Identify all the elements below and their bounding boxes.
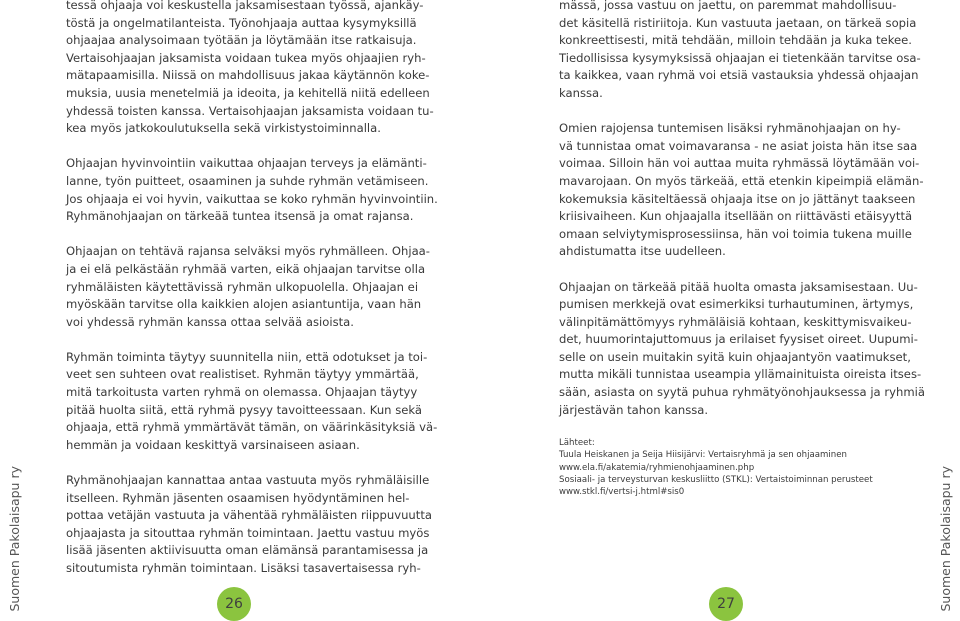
right-page	[480, 0, 960, 621]
text-line: Vertaisohjaajan jaksamista voidaan tukea myös ohjaajien ryh-	[66, 50, 426, 65]
text-line: tessä ohjaaja voi keskustella jaksamisestaan työssä, ajankäy-	[66, 0, 424, 12]
text-line: mässä, jossa vastuu on jaettu, on paremmat mahdollisuu-	[559, 0, 897, 12]
text-line: yhdessä toisten kanssa. Vertaisohjaajan jaksamista voidaan tu-	[66, 103, 434, 118]
text-line: muksia, uusia menetelmiä ja ideoita, ja kehitellä niitä edelleen	[66, 85, 430, 100]
text-line: konkreettisesti, mitä tehdään, milloin tehdään ja kuka tekee.	[559, 33, 912, 48]
page-number-badge: 26	[217, 587, 251, 621]
text-line: järjestävän tahon kanssa.	[559, 402, 709, 417]
text-line: itselleen. Ryhmän jäsenten osaamisen hyödyntäminen hel-	[66, 490, 410, 505]
paragraph	[66, 155, 438, 225]
sources-block	[559, 437, 897, 499]
text-line: voimaa. Silloin hän voi auttaa muita ryhmässä löytämään voi-	[559, 156, 920, 171]
text-line: välinpitämättömyys ryhmäläisiä kohtaan, keskittymisvaikeu-	[559, 314, 912, 329]
text-line: Ohjaajan on tärkeää pitää huolta omasta jaksamisestaan. Uu-	[559, 279, 918, 294]
source-entry: Tuula Heiskanen ja Seija Hiisijärvi: Vertaisryhmä ja sen ohjaaminen	[559, 450, 847, 461]
text-line: Ohjaajan hyvinvointiin vaikuttaa ohjaajan terveys ja elämänti-	[66, 156, 427, 171]
paragraph	[559, 279, 925, 420]
text-line: mutta mikäli tunnistaa useampia yllämainituista oireista itses-	[559, 367, 922, 382]
text-line: kanssa.	[559, 85, 603, 100]
text-line: Omien rajojensa tuntemisen lisäksi ryhmänohjaajan on hy-	[559, 121, 901, 136]
text-line: ryhmäläisten käytettävissä ryhmän ulkopuolella. Ohjaajan ei	[66, 279, 419, 294]
text-line: kea myös jatkokoulutuksella sekä virkistystoiminnalla.	[66, 121, 381, 136]
paragraph	[559, 120, 924, 261]
text-line: Ryhmänohjaajan kannattaa antaa vastuuta myös ryhmäläisille	[66, 473, 430, 488]
text-line: ta kaikkea, vaan ryhmä voi etsiä vastauksia yhdessä ohjaajan	[559, 68, 919, 83]
text-line: ahdistumatta itse uudelleen.	[559, 244, 726, 259]
text-line: hemmän ja voidaan keskittyä varsinaiseen asiaan.	[66, 437, 360, 452]
text-line: kokemuksia käsiteltäessä ohjaaja itse on jo jättänyt taakseen	[559, 191, 916, 206]
right-text-column	[559, 0, 925, 499]
paragraph	[66, 243, 430, 331]
text-line: ja ei elä pelkästään ryhmää varten, eikä ohjaajan tarvitse olla	[66, 261, 426, 276]
source-link[interactable]: www.stkl.fi/vertsi-j.html#sis0	[559, 487, 685, 498]
text-line: mitä tarkoitusta varten ryhmä on olemassa. Ohjaajan täytyy	[66, 385, 418, 400]
text-line: kriisivaiheen. Kun ohjaajalla itsellään on riittävästi etäisyyttä	[559, 209, 913, 224]
paragraph	[66, 349, 438, 455]
paragraph	[66, 0, 434, 138]
text-line: mavarojaan. On myös tärkeää, että etenkin kipeimpiä elämän-	[559, 173, 924, 188]
text-line: ohjaajaa analysoimaan työtään ja löytämään itse ratkaisuja.	[66, 33, 417, 48]
text-line: Tiedollisissa kysymyksissä ohjaajan ei tietenkään tarvitse osa-	[559, 50, 921, 65]
left-text-column	[66, 0, 438, 578]
paragraph	[66, 472, 432, 578]
text-line: selle on usein muitakin syitä kuin ohjaajantyön vaatimukset,	[559, 349, 911, 364]
text-line: ohjaajasta ja sitouttaa ryhmän toimintaan. Jaettu vastuu myös	[66, 525, 430, 540]
text-line: voi yhdessä ryhmän kanssa ottaa selvää asioista.	[66, 314, 354, 329]
text-line: pitää huolta siitä, että ryhmä pysyy tavoitteessaan. Kun sekä	[66, 402, 422, 417]
text-line: Ryhmän toiminta täytyy suunnitella niin, että odotukset ja toi-	[66, 349, 428, 364]
text-line: lisää jäsenten aktiivisuutta oman elämänsä parantamisessa ja	[66, 543, 429, 558]
text-line: Jos ohjaaja ei voi hyvin, vaikuttaa se koko ryhmän hyvinvointiin.	[66, 191, 438, 206]
text-line: lanne, työn puitteet, osaaminen ja suhde ryhmän vetämiseen.	[66, 173, 429, 188]
text-line: ohjaaja, että ryhmä ymmärtävät tämän, on väärinkäsityksiä vä-	[66, 420, 438, 435]
page-number-badge: 27	[709, 587, 743, 621]
text-line: sitoutumista ryhmän toimintaan. Lisäksi tasavertaisessa ryh-	[66, 561, 421, 575]
text-line: töstä ja ongelmatilanteista. Työnohjaaja auttaa kysymyksillä	[66, 15, 417, 30]
text-line: myöskään tarvitse olla kaikkien alojen asiantuntija, vaan hän	[66, 297, 422, 312]
source-entry: Sosiaali- ja terveysturvan keskusliitto (STKL): Vertaistoiminnan perusteet	[559, 475, 873, 486]
sources-heading: Lähteet:	[559, 437, 595, 448]
publisher-side-label: Suomen Pakolaisapu ry	[7, 465, 22, 611]
text-line: det, huumorintajuttomuus ja erilaiset fyysiset oireet. Uupumi-	[559, 332, 918, 347]
text-line: Ryhmänohjaajan on tärkeää tuntea itsensä ja omat rajansa.	[66, 209, 414, 224]
text-line: mätapaamisilla. Niissä on mahdollisuus jakaa käytännön koke-	[66, 68, 430, 83]
paragraph	[559, 0, 921, 103]
text-line: omaan selviytymisprosessiinsa, hän voi toimia tukena muille	[559, 226, 912, 241]
text-line: Ohjaajan on tehtävä rajansa selväksi myös ryhmälleen. Ohjaa-	[66, 244, 430, 259]
text-line: pottaa vetäjän vastuuta ja vähentää ryhmäläisten riippuvuutta	[66, 508, 432, 523]
text-line: det käsitellä ristiriitoja. Kun vastuuta jaetaan, on tärkeä sopia	[559, 15, 917, 30]
text-line: veet sen suhteen ovat realistiset. Ryhmän täytyy ymmärtää,	[66, 367, 419, 382]
text-line: vä tunnistaa omat voimavaransa - ne asiat joista hän itse saa	[559, 138, 918, 153]
text-line: pumisen merkkejä ovat esimerkiksi turhautuminen, ärtymys,	[559, 297, 914, 312]
publisher-side-label: Suomen Pakolaisapu ry	[938, 465, 953, 611]
text-line: sään, asiasta on syytä puhua ryhmätyönohjauksessa ja ryhmiä	[559, 385, 925, 400]
source-link[interactable]: www.ela.fi/akatemia/ryhmienohjaaminen.php	[559, 462, 755, 473]
